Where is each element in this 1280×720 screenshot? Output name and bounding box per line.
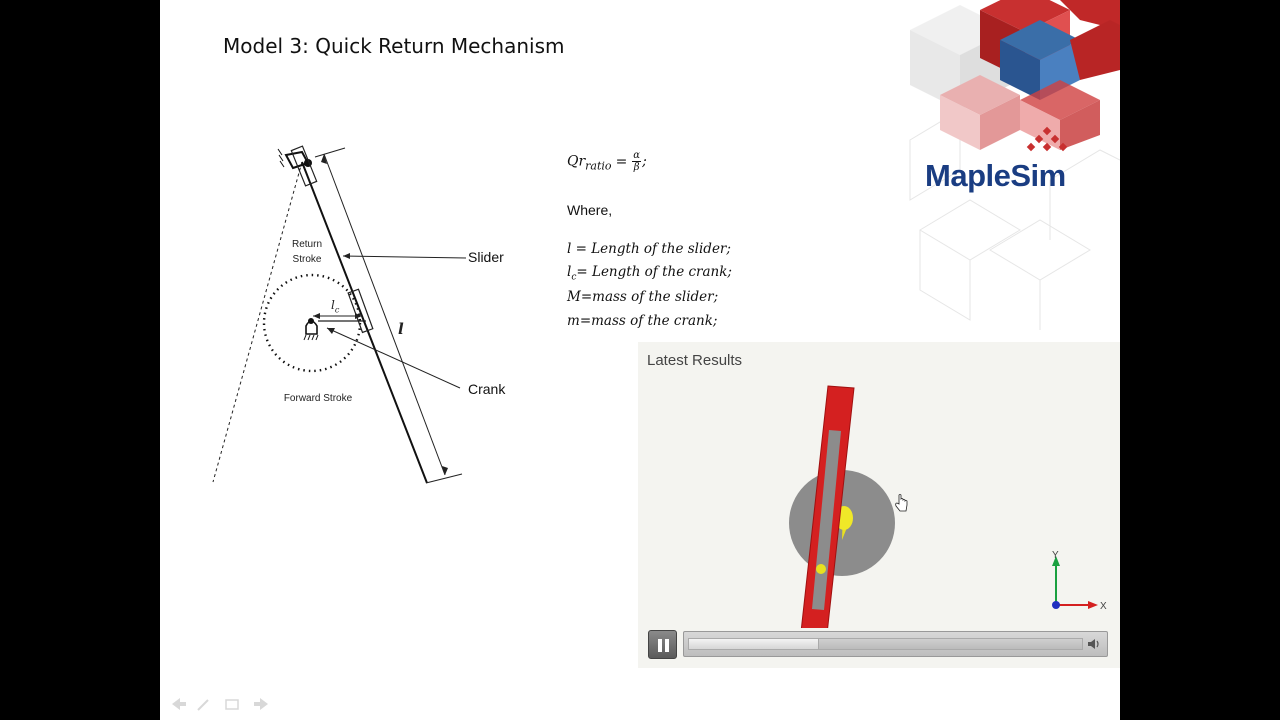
l-symbol-label: l	[398, 320, 404, 338]
definition-text: =mass of the crank;	[579, 312, 718, 329]
mechanism-diagram	[200, 130, 520, 500]
definition-line	[567, 312, 732, 335]
where-label: Where,	[567, 202, 613, 218]
progress-bar[interactable]	[683, 631, 1108, 657]
slider-label: Slider	[468, 249, 504, 265]
mechanism-drawing	[200, 130, 520, 500]
maplesim-logo-mark	[1026, 126, 1070, 158]
formula-trailer: ;	[642, 153, 647, 170]
definition-symbol: l	[567, 264, 572, 281]
lc-symbol: l	[331, 298, 335, 312]
definition-line	[567, 240, 732, 263]
maplesim-logo: MapleSim	[925, 158, 1066, 193]
definition-symbol: l	[567, 241, 572, 257]
formula-denominator: β	[633, 162, 640, 173]
results-title: Latest Results	[647, 352, 743, 369]
return-stroke-label	[285, 237, 329, 267]
axes-gizmo	[1052, 550, 1107, 612]
next-slide-icon[interactable]	[254, 698, 268, 710]
crank-label: Crank	[468, 381, 506, 397]
hand-cursor-icon	[896, 495, 907, 512]
lc-symbol-label	[331, 298, 339, 317]
definition-text: = Length of the slider;	[571, 241, 731, 257]
return-stroke-line2: Stroke	[292, 254, 322, 265]
volume-icon[interactable]	[1087, 637, 1101, 651]
crank-pin	[816, 564, 826, 574]
definitions-list	[567, 240, 732, 335]
slide-nav-icons[interactable]	[170, 696, 270, 712]
slide-title: Model 3: Quick Return Mechanism	[223, 34, 565, 58]
definition-text: =mass of the slider;	[580, 289, 719, 306]
formula-equals: =	[615, 153, 628, 170]
formula-fraction	[632, 150, 641, 173]
definition-subscript: c	[571, 272, 577, 283]
return-stroke-line1: Return	[291, 239, 322, 250]
definition-line	[567, 288, 732, 311]
animation-viewport[interactable]	[638, 378, 1120, 628]
definition-symbol: M	[567, 289, 581, 306]
slide	[160, 0, 1120, 720]
lc-subscript: c	[334, 305, 340, 315]
definition-text: = Length of the crank;	[576, 264, 732, 281]
menu-icon[interactable]	[226, 700, 238, 709]
formula-lhs-subscript: ratio	[585, 159, 612, 173]
definition-symbol: m	[567, 312, 580, 329]
results-panel	[638, 342, 1120, 668]
axis-y-label: Y	[1052, 550, 1059, 561]
pen-icon[interactable]	[198, 700, 208, 710]
formula-lhs: Qr	[567, 153, 586, 170]
pause-button[interactable]	[648, 630, 677, 659]
prev-slide-icon[interactable]	[172, 698, 186, 710]
forward-stroke-label: Forward Stroke	[283, 393, 353, 404]
video-controls	[648, 630, 1108, 660]
quick-return-ratio-formula	[567, 150, 647, 173]
definition-line	[567, 263, 732, 288]
axis-x-label: X	[1100, 601, 1107, 612]
formula-numerator: α	[633, 150, 641, 161]
progress-fill	[688, 638, 819, 650]
